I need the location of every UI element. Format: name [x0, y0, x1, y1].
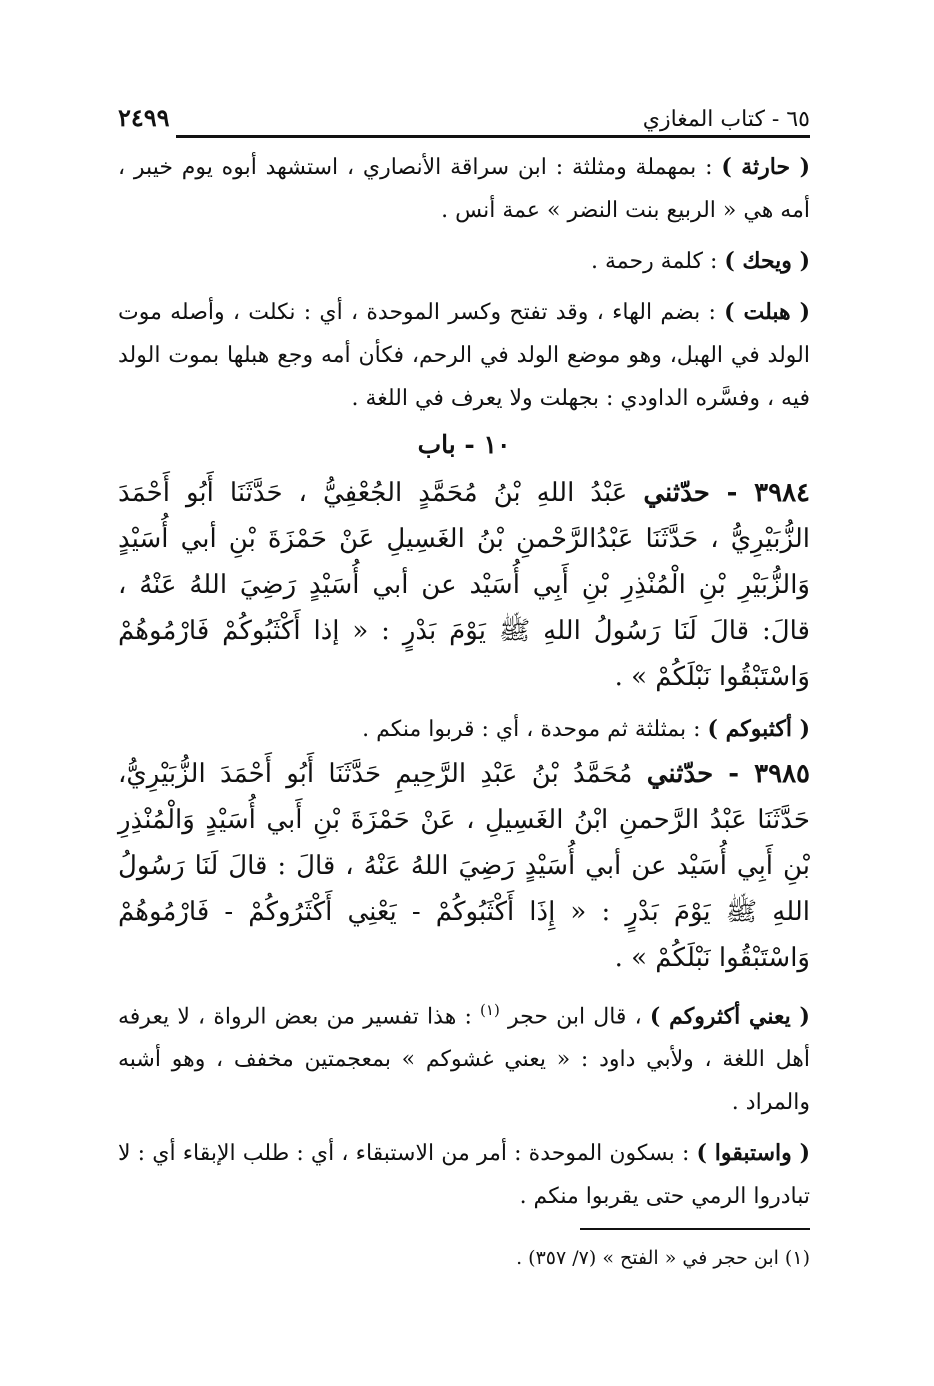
hadith-3984 [118, 470, 810, 700]
commentary-wayhak [118, 240, 810, 283]
chapter-heading: ١٠ - باب [417, 430, 511, 459]
term-akthabukum: ( أكثبوكم ) [707, 716, 810, 742]
commentary-habilat [118, 291, 810, 420]
commentary-akthabukum [118, 708, 810, 751]
commentary-istabqu [118, 1132, 810, 1218]
hadith-text: عَبْدُ اللهِ بْنُ مُحَمَّدٍ الجُعْفِيُّ ، حَدَّثَنَا أَبُو أَحْمَدَ الزُّبَيْرِيُّ ، حَدَّثَنَا عَبْدُالرَّحْمنِ بْنُ الغَسِيلِ عَنْ حَمْزَةَ بْنِ أبي أُسَيْدٍ وَالزُّبَيْرِ بْنِ الْمُنْذِرِ بْنِ أَبِي أُسَيْد عن أبي أُسَيْدٍ رَضِيَ اللهُ عَنْهُ ، قالَ: قالَ لَنَا رَسُولُ اللهِ ﷺ يَوْمَ بَدْرٍ : « إذا أَكْثَبُوكُمْ فَارْمُوهُمْ وَاسْتَبْقُوا نَبْلَكُمْ » . [118, 478, 810, 692]
page-header [118, 88, 810, 132]
term-aktharukum: ( يعني أكثروكم ) [649, 1003, 810, 1030]
commentary-text: : هذا تفسير من بعض الرواة ، لا يعرفه أهل اللغة ، ولأبي داود : « يعني غشوكم » بمعجمتين مخفف ، وهو أشبه والمراد . [118, 1004, 810, 1116]
hadith-number: ٣٩٨٥ - حدّثني [646, 759, 810, 789]
commentary-text: : بمثلثة ثم موحدة ، أي : قربوا منكم . [362, 717, 708, 742]
commentary-text: : بضم الهاء ، وقد تفتح وكسر الموحدة ، أي : نكلت ، وأصله موت الولد في الهبل، وهو موضع الولد في الرحم، فكأن أمه وجع هبلها بموت الولد فيه ، وفسَّره الداودي : بجهلت ولا يعرف في اللغة . [118, 300, 810, 411]
footnote: (١) ابن حجر في « الفتح » (٧/ ٣٥٧) . [516, 1247, 810, 1270]
commentary-aktharukum [118, 989, 810, 1124]
commentary-haritha [118, 146, 810, 232]
commentary-text: : كلمة رحمة . [590, 249, 725, 274]
term-istabqu: ( واستبقوا ) [696, 1140, 810, 1167]
commentary-text: : بمهملة ومثلثة : ابن سراقة الأنصاري ، استشهد أبوه يوم خيبر ، أمه هي « الربيع بنت النضر » عمة أنس . [118, 155, 810, 223]
term-haritha: ( حارثة ) [721, 154, 810, 180]
page-number: ٢٤٩٩ [118, 103, 170, 132]
term-habilat: ( هبلت ) [724, 299, 810, 325]
footnote-rule [580, 1228, 810, 1230]
commentary-text: : بسكون الموحدة : أمر من الاستبقاء ، أي : طلب الإبقاء أي : لا تبادروا الرمي حتى يقربوا منكم . [118, 1141, 810, 1210]
document-page [118, 88, 810, 1318]
term-wayhak: ( ويحك ) [724, 248, 810, 274]
commentary-text: ، قال ابن حجر [499, 1004, 650, 1030]
hadith-number: ٣٩٨٤ - حدّثني [643, 478, 810, 508]
hadith-3985 [118, 751, 810, 981]
hadith-text: مُحَمَّدُ بْنُ عَبْدِ الرَّحِيمِ حَدَّثَنَا أَبُو أَحْمَدَ الزُّبَيْرِيُّ، حَدَّثَنَا عَبْدُ الرَّحمنِ ابْنُ الغَسِيلِ ، عَنْ حَمْزَةَ بْنِ أَبي أُسَيْدٍ وَالْمُنْذِرِ بْنِ أَبِي أُسَيْد عن أبي أُسَيْدٍ رَضِيَ اللهُ عَنْهُ ، قالَ : قالَ لَنَا رَسُولُ اللهِ ﷺ يَوْمَ بَدْرٍ : « إِذَا أَكْثَبُوكُمْ - يَعْنِي أَكْثَرُوكُمْ - فَارْمُوهُمْ وَاسْتَبْقُوا نَبْلَكُمْ » . [118, 759, 810, 973]
header-rule [176, 135, 810, 138]
header-title: ٦٥ - كتاب المغازي [642, 107, 810, 132]
footnote-reference: (١) [480, 1001, 500, 1019]
